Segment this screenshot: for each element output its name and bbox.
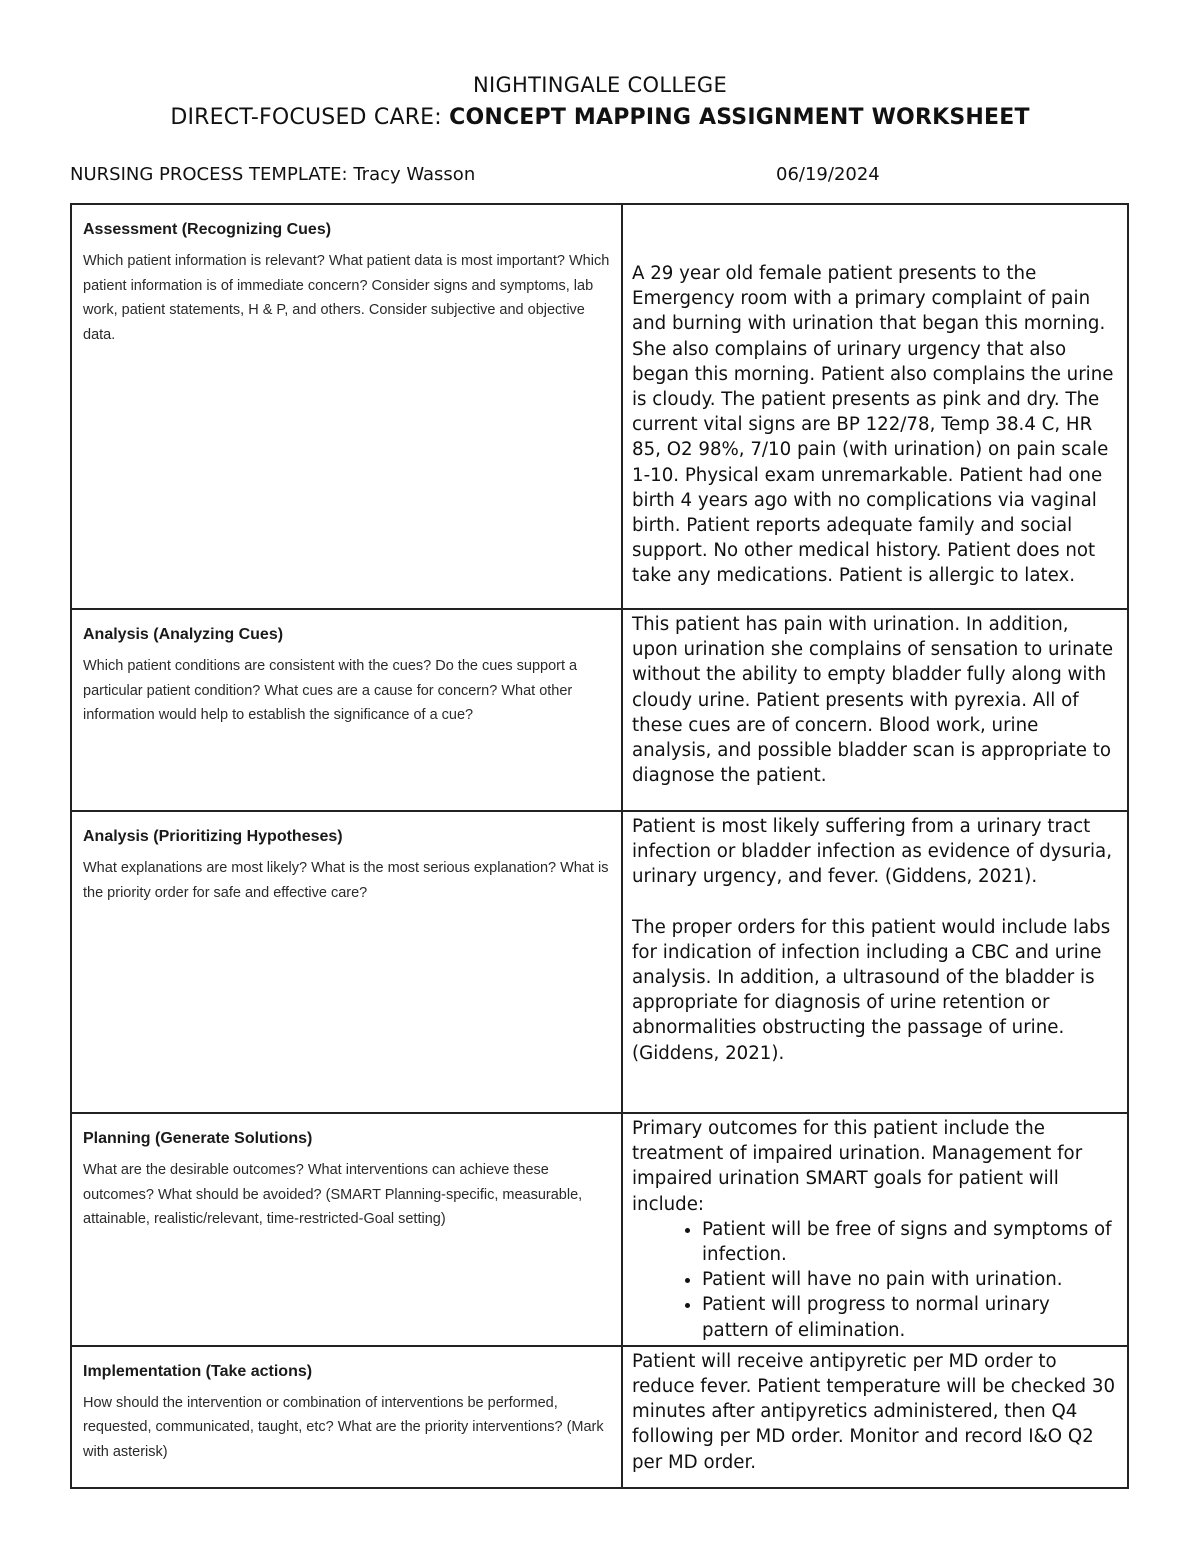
college-name: NIGHTINGALE COLLEGE [472, 73, 728, 97]
answer-cell [622, 1113, 1128, 1346]
answer-paragraph: The proper orders for this patient would include labs for indication of infection including a CBC and urine analysis. In addition, a ultrasound of the bladder is appropriate for diagnosis of urine retention or abnormalities obstructing the passage of urine. (Giddens, 2021). [632, 916, 1111, 1064]
table-row-assessment [71, 204, 1128, 609]
section-question: What explanations are most likely? What is the most serious explanation? What is the priority order for safe and effective care? [83, 860, 609, 901]
title-prefix: DIRECT-FOCUSED CARE: [170, 105, 450, 130]
section-title: Analysis (Analyzing Cues) [83, 626, 284, 643]
answer-paragraph: Primary outcomes for this patient include the treatment of impaired urination. Management for impaired urination SMART goals for patient will include: [632, 1118, 1083, 1215]
worksheet-title [0, 104, 1200, 132]
section-question: Which patient information is relevant? What patient data is most important? Which patient information is of immediate concern? Consider signs and symptoms, lab work, patient statements, H & P, and others. Consider subjective and objective data. [83, 253, 610, 343]
section-answer: Patient will receive antipyretic per MD order to reduce fever. Patient temperature will be checked 30 minutes after antipyretics administered, then Q4 following per MD order. Monitor and record I&O Q2 per MD order. [632, 1350, 1116, 1473]
section-question: Which patient conditions are consistent with the cues? Do the cues support a particular patient condition? What cues are a cause for concern? What other information would help to establish the significance of a cue? [83, 658, 578, 723]
section-title: Implementation (Take actions) [83, 1362, 313, 1380]
section-title: Assessment (Recognizing Cues) [83, 221, 332, 238]
answer-cell [622, 204, 1128, 609]
table-row-prioritizing-hypotheses [71, 811, 1128, 1113]
answer-paragraph: Patient is most likely suffering from a urinary tract infection or bladder infection as evidence of dysuria, urinary urgency, and fever. (Giddens, 2021). [632, 816, 1112, 888]
template-info [70, 163, 1130, 187]
worksheet-date: 06/19/2024 [776, 164, 880, 185]
section-question: How should the intervention or combination of interventions be performed, requested, communicated, taught, etc? What are the priority interventions? (Mark with asterisk) [83, 1394, 604, 1460]
section-title: Analysis (Prioritizing Hypotheses) [83, 828, 343, 845]
nursing-process-table [70, 203, 1129, 1489]
list-item: • Patient will progress to normal urinary pattern of elimination. [702, 1292, 1119, 1342]
section-title: Planning (Generate Solutions) [83, 1130, 313, 1147]
section-answer: This patient has pain with urination. In addition, upon urination she complains of sensation to urinate without the ability to empty bladder fully along with cloudy urine. Patient presents with pyrexia. All of these cues are of concern. Blood work, urine analysis, and possible bladder scan is appropriate to diagnose the patient. [632, 614, 1114, 787]
list-item: • Patient will be free of signs and symptoms of infection. [702, 1217, 1119, 1267]
prompt-cell [71, 1346, 622, 1488]
template-label: NURSING PROCESS TEMPLATE: Tracy Wasson [70, 164, 476, 185]
answer-cell [622, 609, 1128, 811]
table-row-planning [71, 1113, 1128, 1346]
table-row-analyzing-cues [71, 609, 1128, 811]
section-answer [632, 814, 1119, 1066]
prompt-cell [71, 811, 622, 1113]
prompt-cell [71, 204, 622, 609]
answer-cell [622, 811, 1128, 1113]
table-row-implementation [71, 1346, 1128, 1488]
section-answer: A 29 year old female patient presents to the Emergency room with a primary complaint of pain and burning with urination that began this morning. She also complains of urinary urgency that also began this morning. Patient also complains the urine is cloudy. The patient presents as pink and dry. The current vital signs are BP 122/78, Temp 38.4 C, HR 85, O2 98%, 7/10 pain (with urination) on pain scale 1-10. Physical exam unremarkable. Patient had one birth 4 years ago with no complications via vaginal birth. Patient reports adequate family and social support. No other medical history. Patient does not take any medications. Patient is allergic to latex. [632, 263, 1114, 587]
title-bold: CONCEPT MAPPING ASSIGNMENT WORKSHEET [449, 105, 1030, 130]
list-item: • Patient will have no pain with urination. [702, 1267, 1119, 1292]
answer-cell [622, 1346, 1128, 1488]
section-question: What are the desirable outcomes? What interventions can achieve these outcomes? What should be avoided? (SMART Planning-specific, measurable, attainable, realistic/relevant, time-restricted-Goal setting) [83, 1162, 583, 1227]
prompt-cell [71, 609, 622, 811]
goal-list [632, 1217, 1119, 1343]
prompt-cell [71, 1113, 622, 1346]
section-answer [632, 1116, 1119, 1343]
